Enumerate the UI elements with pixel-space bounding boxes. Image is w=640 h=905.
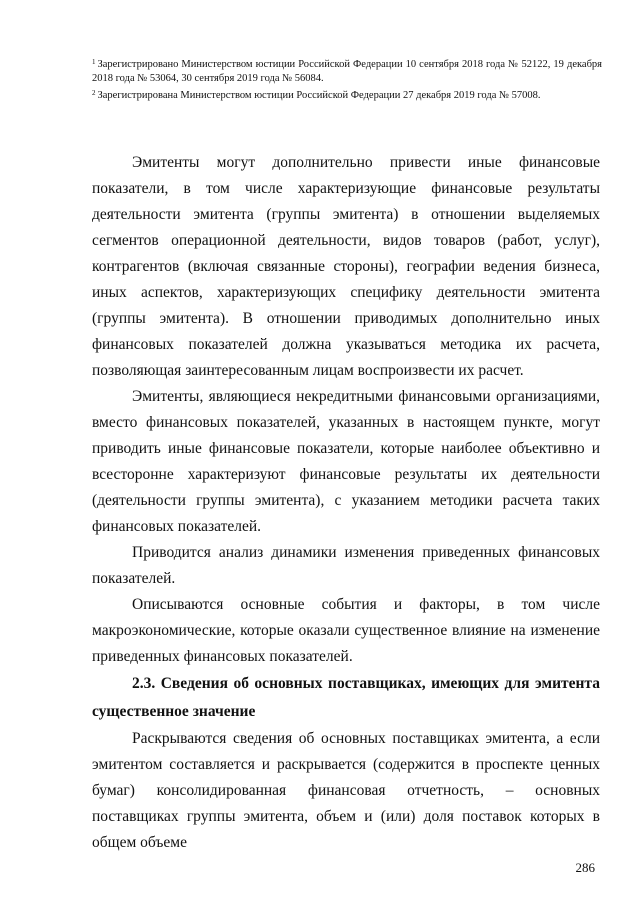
page-number: 286 <box>575 860 595 875</box>
footnote-mark: 1 <box>92 58 96 66</box>
paragraph: Раскрываются сведения об основных поставщиках эмитента, а если эмитентом составляется и раскрывается (содержится в проспекте ценных бумаг) консолидированная финансовая отчетность, – основных поставщиках группы эмитента, объем и (или) доля поставок которых в общем объеме <box>92 730 600 851</box>
footnote-text: Зарегистрирована Министерством юстиции Российской Федерации 27 декабря 2019 года № 57008. <box>97 90 541 101</box>
footnote-mark: 2 <box>92 89 96 97</box>
footnote-2 <box>92 86 602 103</box>
paragraph: Эмитенты, являющиеся некредитными финансовыми организациями, вместо финансовых показателей, указанных в настоящем пункте, могут приводить иные финансовые показатели, которые наиболее объективно и всесторонне характеризуют финансовые результаты их деятельности (деятельности группы эмитента), с указанием методики расчета таких финансовых показателей. <box>92 388 600 535</box>
footnote-text: Зарегистрировано Министерством юстиции Российской Федерации 10 сентября 2018 года № 52122, 19 декабря 2018 года № 53064, 30 сентября 2019 года № 56084. <box>92 59 602 84</box>
paragraph: Приводится анализ динамики изменения приведенных финансовых показателей. <box>92 544 600 587</box>
footnote-1 <box>92 55 602 86</box>
footnotes <box>92 55 602 103</box>
body-text <box>92 150 600 856</box>
paragraph: Эмитенты могут дополнительно привести иные финансовые показатели, в том числе характеризующие финансовые результаты деятельности эмитента (группы эмитента) в отношении выделяемых сегментов операционной деятельности, видов товаров (работ, услуг), контрагентов (включая связанные стороны), географии ведения бизнеса, иных аспектов, характеризующих специфику деятельности эмитента (группы эмитента). В отношении приводимых дополнительно иных финансовых показателей должна указываться методика их расчета, позволяющая заинтересованным лицам воспроизвести их расчет. <box>92 154 600 379</box>
section-heading: 2.3. Сведения об основных поставщиках, имеющих для эмитента существенное значение <box>92 675 600 720</box>
paragraph: Описываются основные события и факторы, в том числе макроэкономические, которые оказали существенное влияние на изменение приведенных финансовых показателей. <box>92 596 600 665</box>
